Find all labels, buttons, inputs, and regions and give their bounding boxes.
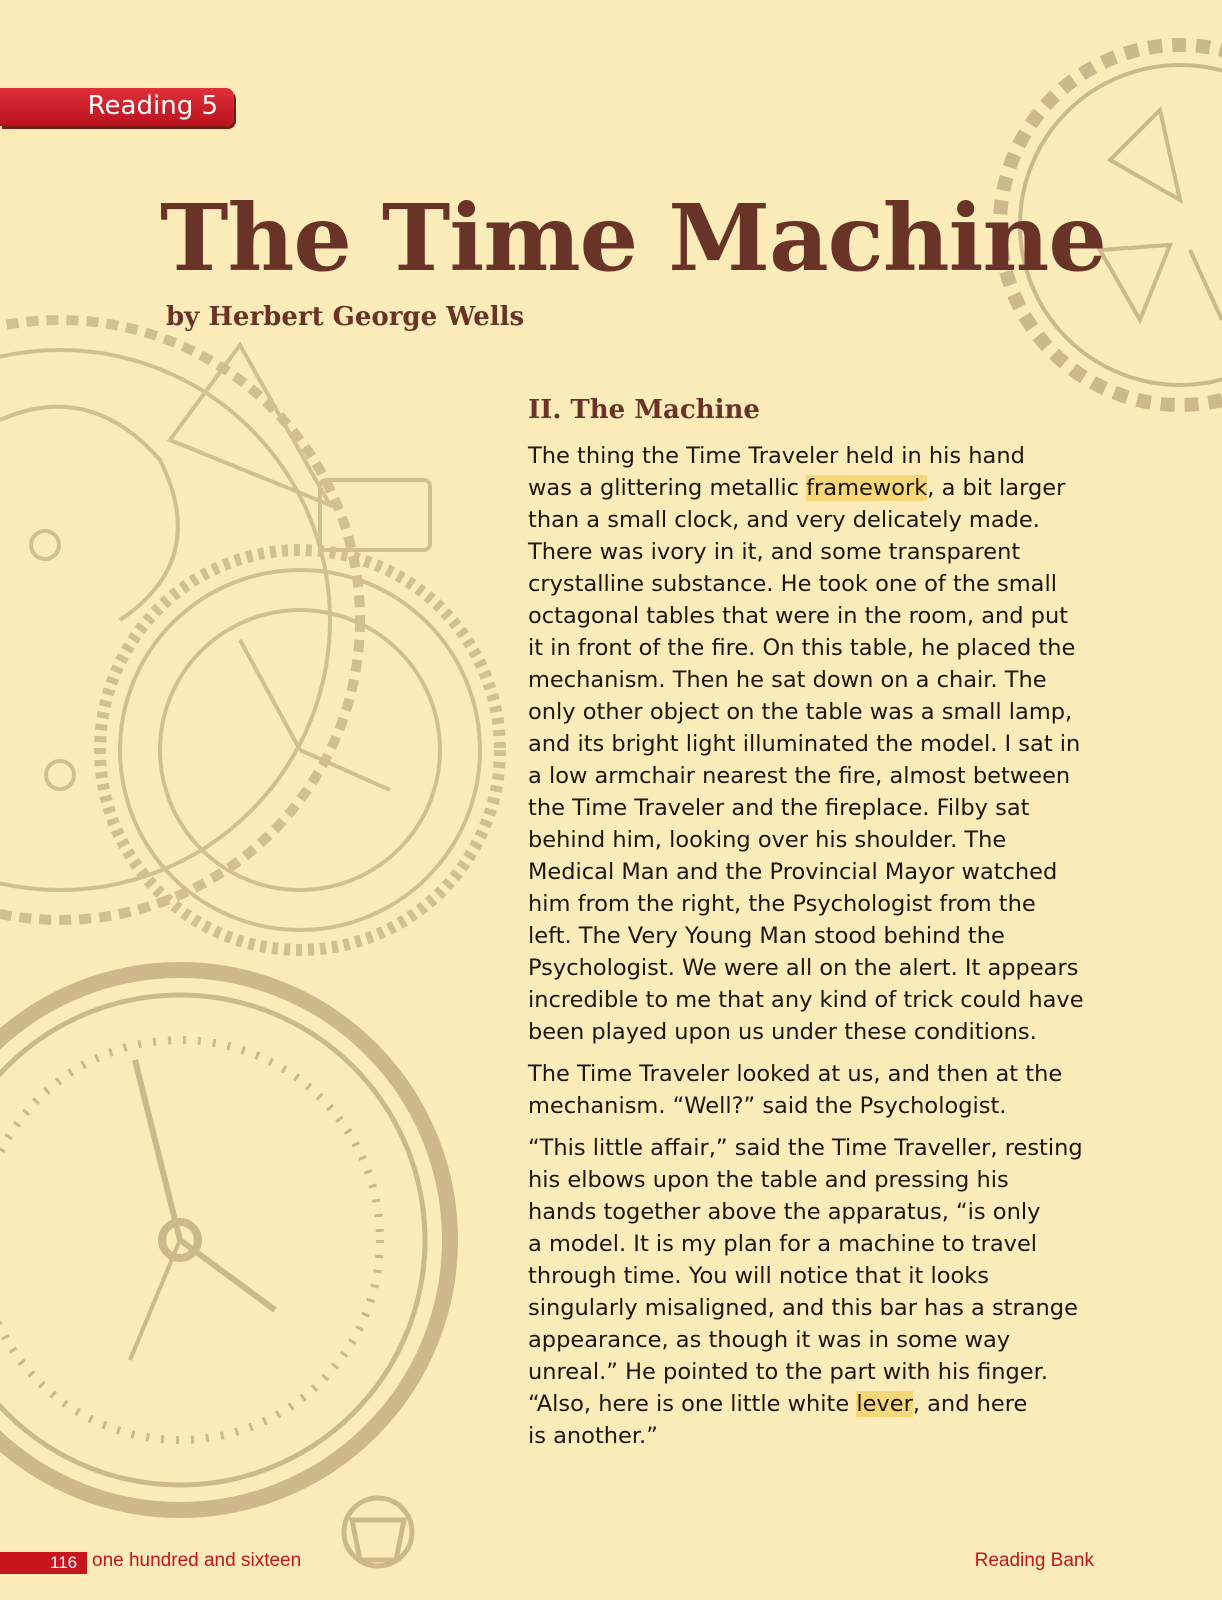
text-line: him from the right, the Psychologist from the bbox=[528, 891, 1036, 917]
highlighted-vocabulary-word: lever bbox=[856, 1391, 913, 1417]
text-line: There was ivory in it, and some transparent bbox=[528, 539, 1021, 565]
pocket-watch-icon bbox=[0, 970, 450, 1566]
text-line: his elbows upon the table and pressing his bbox=[528, 1167, 1009, 1193]
highlighted-vocabulary-word: framework bbox=[806, 475, 928, 501]
text-line: it in front of the fire. On this table, he placed the bbox=[528, 635, 1076, 661]
text-line: octagonal tables that were in the room, and put bbox=[528, 603, 1069, 629]
text-line: a model. It is my plan for a machine to travel bbox=[528, 1231, 1038, 1257]
text-segment: , and here bbox=[912, 1391, 1028, 1417]
text-line: Medical Man and the Provincial Mayor watched bbox=[528, 859, 1058, 885]
text-line: The Time Traveler looked at us, and then at the bbox=[528, 1061, 1063, 1087]
text-line: appearance, as though it was in some way bbox=[528, 1327, 1011, 1353]
text-line: unreal.” He pointed to the part with his finger. bbox=[528, 1359, 1048, 1385]
page-title: The Time Machine bbox=[160, 184, 1106, 292]
text-segment: was a glittering metallic bbox=[528, 475, 807, 501]
reading-tab bbox=[0, 88, 234, 126]
text-line: been played upon us under these conditions. bbox=[528, 1019, 1037, 1045]
text-line bbox=[528, 1388, 1096, 1420]
author-byline: by Herbert George Wells bbox=[166, 302, 525, 332]
section-heading: II. The Machine bbox=[528, 395, 760, 425]
text-line: and its bright light illuminated the model. I sat in bbox=[528, 731, 1081, 757]
clock-icon bbox=[100, 550, 500, 950]
paragraph bbox=[528, 440, 1096, 1048]
text-line: hands together above the apparatus, “is only bbox=[528, 1199, 1041, 1225]
text-line: incredible to me that any kind of trick could have bbox=[528, 987, 1084, 1013]
story-text bbox=[528, 440, 1096, 1462]
text-line: mechanism. Then he sat down on a chair. The bbox=[528, 667, 1047, 693]
footer-section-name: Reading Bank bbox=[974, 1550, 1094, 1571]
paragraph bbox=[528, 1058, 1096, 1122]
text-line: a low armchair nearest the fire, almost between bbox=[528, 763, 1071, 789]
text-line: than a small clock, and very delicately made. bbox=[528, 507, 1040, 533]
text-line: Psychologist. We were all on the alert. It appears bbox=[528, 955, 1079, 981]
mechanism-icon bbox=[0, 320, 430, 920]
text-line bbox=[528, 472, 1096, 504]
text-segment: , a bit larger bbox=[927, 475, 1066, 501]
paragraph bbox=[528, 1132, 1096, 1452]
text-line: only other object on the table was a small lamp, bbox=[528, 699, 1073, 725]
text-line: crystalline substance. He took one of the small bbox=[528, 571, 1057, 597]
text-line: mechanism. “Well?” said the Psychologist. bbox=[528, 1093, 1007, 1119]
text-line: “This little affair,” said the Time Traveller, resting bbox=[528, 1135, 1083, 1161]
page-number: 116 bbox=[50, 1553, 78, 1572]
text-line: is another.” bbox=[528, 1423, 658, 1449]
text-line: through time. You will notice that it looks bbox=[528, 1263, 990, 1289]
text-segment: “Also, here is one little white bbox=[528, 1391, 857, 1417]
text-line: the Time Traveler and the fireplace. Filby sat bbox=[528, 795, 1030, 821]
text-line: singularly misaligned, and this bar has a strange bbox=[528, 1295, 1078, 1321]
page-number-words: one hundred and sixteen bbox=[92, 1550, 302, 1571]
text-line: left. The Very Young Man stood behind the bbox=[528, 923, 1005, 949]
text-line: behind him, looking over his shoulder. The bbox=[528, 827, 1007, 853]
text-line: The thing the Time Traveler held in his hand bbox=[528, 443, 1025, 469]
reading-tab-label: Reading 5 bbox=[87, 91, 218, 121]
